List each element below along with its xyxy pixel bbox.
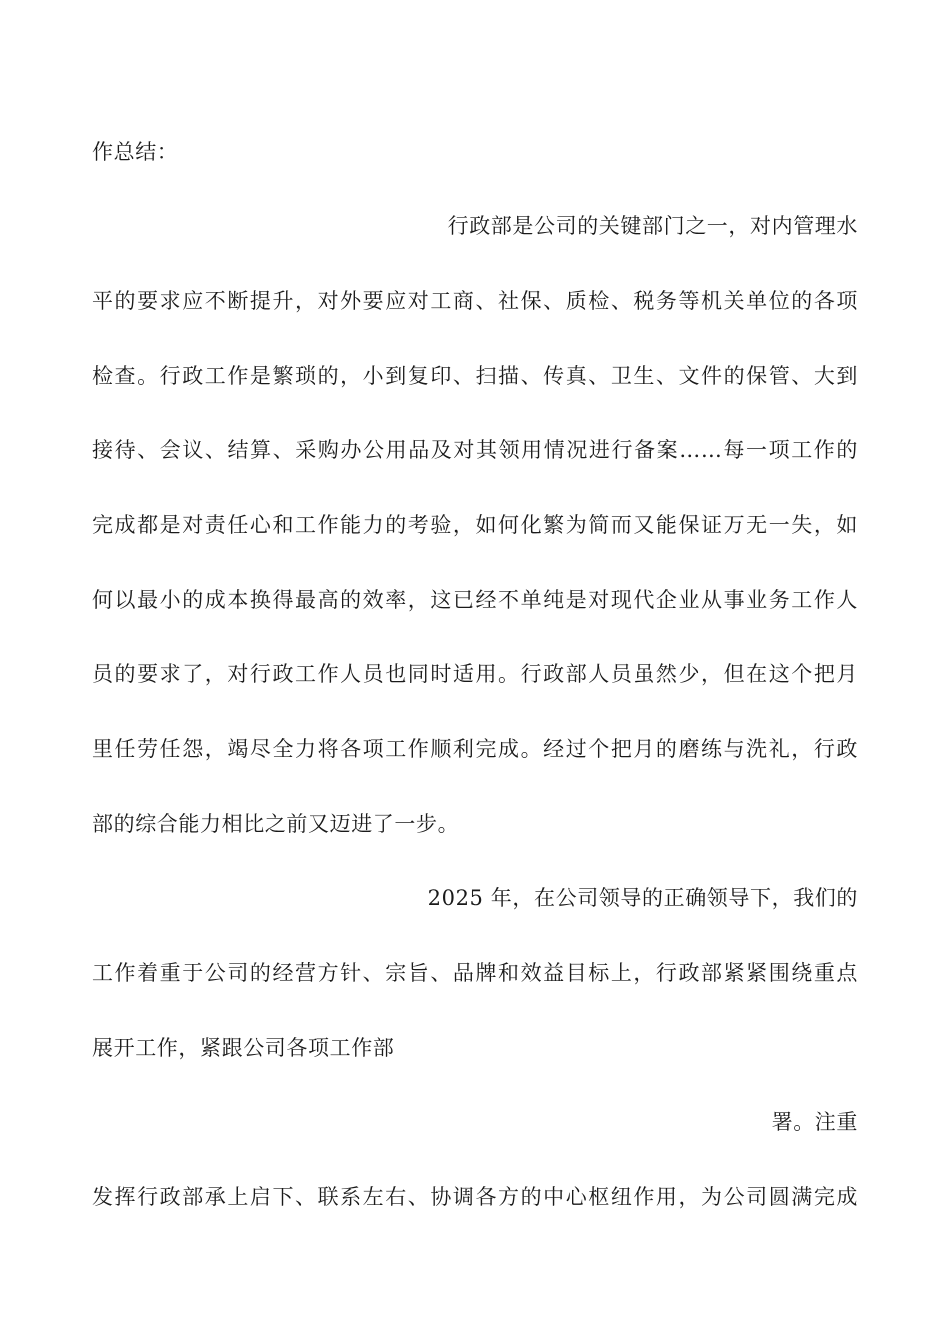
text-line-5: 接待、会议、结算、采购办公用品及对其领用情况进行备案……每一项工作的 bbox=[92, 438, 858, 462]
text-line-8: 员的要求了，对行政工作人员也同时适用。行政部人员虽然少，但在这个把月 bbox=[92, 662, 858, 686]
text-line-4: 检查。行政工作是繁琐的，小到复印、扫描、传真、卫生、文件的保管、大到 bbox=[92, 364, 858, 388]
text-line-10: 部的综合能力相比之前又迈进了一步。 bbox=[92, 812, 460, 836]
text-line-3: 平的要求应不断提升，对外要应对工商、社保、质检、税务等机关单位的各项 bbox=[92, 289, 858, 313]
text-line-7: 何以最小的成本换得最高的效率，这已经不单纯是对现代企业从事业务工作人 bbox=[92, 588, 858, 612]
text-line-2: 行政部是公司的关键部门之一，对内管理水 bbox=[447, 214, 858, 238]
text-line-6: 完成都是对责任心和工作能力的考验，如何化繁为简而又能保证万无一失，如 bbox=[92, 513, 858, 537]
text-line-11: 2025 年，在公司领导的正确领导下，我们的 bbox=[427, 886, 858, 910]
text-line-1: 作总结： bbox=[92, 140, 179, 164]
text-line-14: 署。注重 bbox=[771, 1110, 858, 1134]
text-line-9: 里任劳任怨，竭尽全力将各项工作顺利完成。经过个把月的磨练与洗礼，行政 bbox=[92, 737, 858, 761]
text-line-15: 发挥行政部承上启下、联系左右、协调各方的中心枢纽作用，为公司圆满完成 bbox=[92, 1185, 858, 1209]
text-line-13: 展开工作，紧跟公司各项工作部 bbox=[92, 1036, 395, 1060]
text-line-12: 工作着重于公司的经营方针、宗旨、品牌和效益目标上，行政部紧紧围绕重点 bbox=[92, 961, 858, 985]
